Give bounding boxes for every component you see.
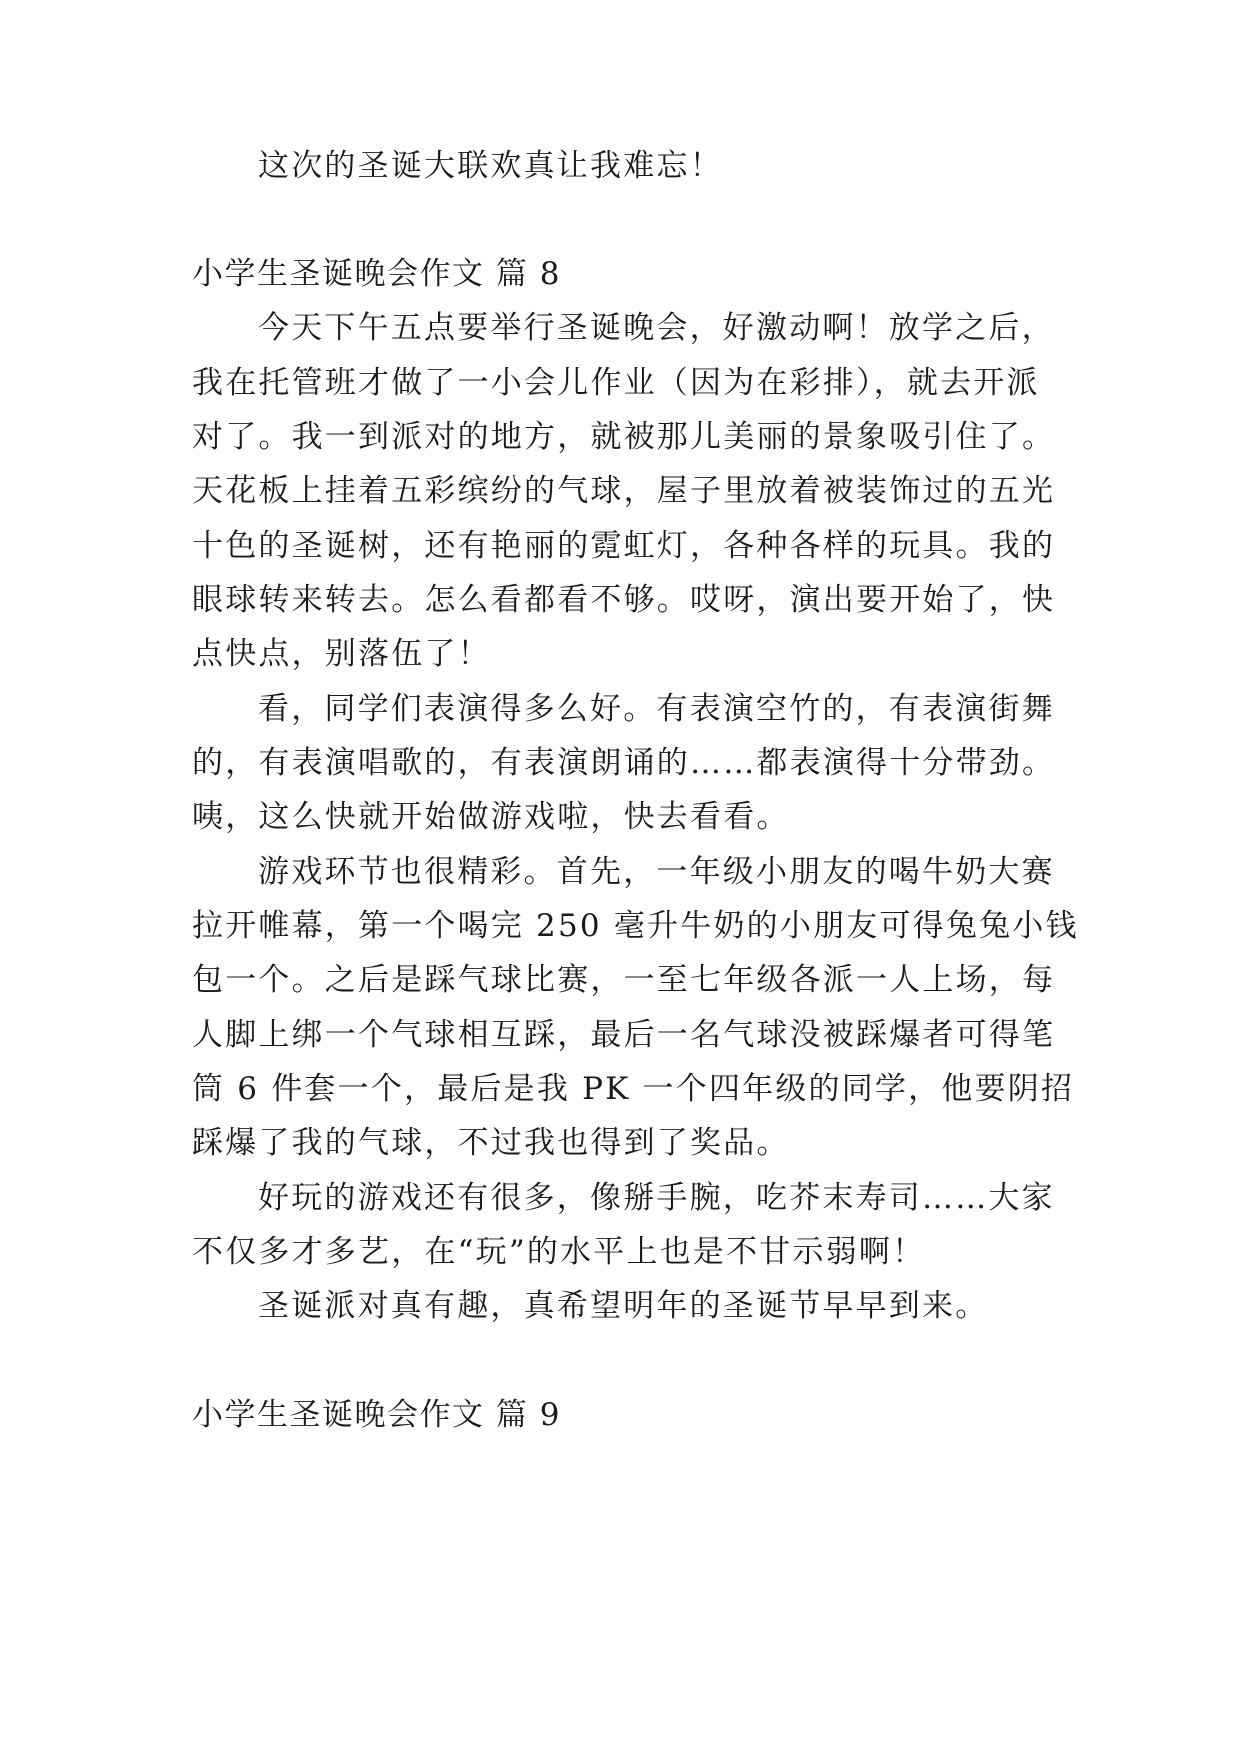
paragraph-line: 十色的圣诞树，还有艳丽的霓虹灯，各种各样的玩具。我的 (192, 528, 1056, 564)
paragraph-line: 不仅多才多艺，在“玩”的水平上也是不甘示弱啊！ (192, 1234, 926, 1270)
paragraph-line: 我在托管班才做了一小会儿作业（因为在彩排），就去开派 (192, 365, 1040, 401)
paragraph-line: 人脚上绑一个气球相互踩，最后一名气球没被踩爆者可得笔 (192, 1017, 1056, 1053)
paragraph-line: 包一个。之后是踩气球比赛，一至七年级各派一人上场，每 (192, 962, 1056, 998)
paragraph-line: 这次的圣诞大联欢真让我难忘！ (258, 148, 723, 184)
paragraph-line: 筒 6 件套一个，最后是我 PK 一个四年级的同学，他要阴招 (192, 1071, 1075, 1107)
paragraph-line: 好玩的游戏还有很多，像掰手腕，吃芥末寿司……大家 (258, 1180, 1055, 1216)
paragraph-line: 点快点，别落伍了！ (192, 636, 491, 672)
section-heading: 小学生圣诞晚会作文 篇 9 (192, 1397, 561, 1433)
paragraph-line: 踩爆了我的气球，不过我也得到了奖品。 (192, 1125, 790, 1161)
paragraph-line: 天花板上挂着五彩缤纷的气球，屋子里放着被装饰过的五光 (192, 473, 1056, 509)
paragraph-line: 咦，这么快就开始做游戏啦，快去看看。 (192, 799, 790, 835)
paragraph-line: 圣诞派对真有趣，真希望明年的圣诞节早早到来。 (258, 1288, 989, 1324)
paragraph-line: 对了。我一到派对的地方，就被那儿美丽的景象吸引住了。 (192, 419, 1056, 455)
paragraph-line: 眼球转来转去。怎么看都看不够。哎呀，演出要开始了，快 (192, 582, 1056, 618)
paragraph-line: 拉开帷幕，第一个喝完 250 毫升牛奶的小朋友可得兔兔小钱 (192, 908, 1079, 944)
paragraph-line: 游戏环节也很精彩。首先，一年级小朋友的喝牛奶大赛 (258, 854, 1055, 890)
paragraph-line: 看，同学们表演得多么好。有表演空竹的，有表演街舞 (258, 691, 1055, 727)
paragraph-line: 今天下午五点要举行圣诞晚会，好激动啊！放学之后， (258, 310, 1055, 346)
paragraph-line: 的，有表演唱歌的，有表演朗诵的……都表演得十分带劲。 (192, 745, 1056, 781)
section-heading: 小学生圣诞晚会作文 篇 8 (192, 256, 561, 292)
